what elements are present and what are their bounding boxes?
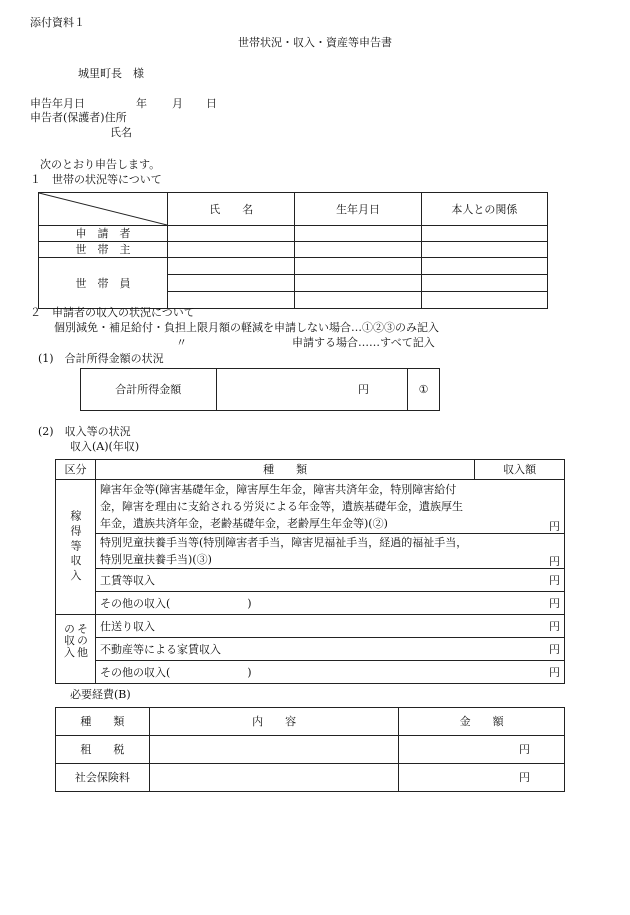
ditto-mark: 〃 [176, 336, 187, 349]
income-row-pension: 障害年金等(障害基礎年金，障害厚生年金，障害共済年金，特別障害給付金，障害を理由に支給される労災による年金等，遺族基礎年金，遺族厚生年金，遺族共済年金，老齢基礎年金，老齢厚生年金等)(②) [95, 480, 474, 534]
subsection1-heading: (1) 合計所得金額の状況 [38, 352, 164, 365]
col-name-header: 氏 名 [168, 193, 295, 226]
income-row-remittance: 仕送り収入 [95, 615, 474, 638]
section2-note1: 個別減免・補足給付・負担上限月額の軽減を申請しない場合…①②③のみ記入 [54, 321, 439, 334]
yen-unit: 円 [549, 520, 560, 533]
section2-heading: ２ 申請者の収入の状況について [30, 306, 195, 319]
category-earned [56, 480, 96, 615]
header-amount: 収入額 [475, 460, 565, 480]
income-wages-amount[interactable] [475, 569, 565, 592]
income-remittance-amount[interactable] [475, 615, 565, 638]
row-head-label: 世 帯 主 [39, 242, 168, 258]
yen-unit: 円 [549, 555, 560, 568]
total-income-label: 合計所得金額 [81, 369, 217, 411]
diagonal-header-cell [39, 193, 168, 226]
category-other [56, 615, 96, 684]
member-name-cell[interactable] [168, 275, 295, 292]
yen-unit: 円 [519, 743, 530, 756]
section1-heading: １ 世帯の状況等について [30, 173, 162, 186]
member-dob-cell[interactable] [295, 258, 421, 275]
header-type: 種 類 [95, 460, 474, 480]
attachment-label: 添付資料１ [30, 16, 85, 29]
yen-unit: 円 [549, 573, 560, 587]
expense-header-kind: 種 類 [56, 708, 150, 736]
addressee: 城里町長 様 [78, 67, 144, 80]
income-a-label: 収入(A)(年収) [70, 440, 140, 453]
member-name-cell[interactable] [168, 258, 295, 275]
head-dob-cell[interactable] [295, 242, 421, 258]
col-dob-header: 生年月日 [295, 193, 421, 226]
total-income-value-cell[interactable] [216, 369, 407, 411]
yen-unit: 円 [549, 596, 560, 610]
income-other-amount[interactable] [475, 661, 565, 684]
yen-unit: 円 [549, 642, 560, 656]
day-label: 日 [206, 97, 217, 110]
expense-social-amount[interactable] [399, 764, 565, 792]
total-income-table [80, 368, 440, 411]
household-table [38, 192, 548, 309]
date-label: 申告年月日 [30, 97, 85, 110]
income-table [55, 459, 565, 684]
expense-social-content[interactable] [149, 764, 398, 792]
col-relation-header: 本人との関係 [421, 193, 547, 226]
category-earned-text: 稼得等収入 [68, 509, 82, 585]
expense-header-amount: 金 額 [399, 708, 565, 736]
income-row-allowance: 特別児童扶養手当等(特別障害者手当，障害児福祉手当，経過的福祉手当，特別児童扶養手当)(③) [95, 534, 474, 569]
section2-note2: 申請する場合……すべて記入 [292, 336, 435, 349]
yen-unit: 円 [549, 619, 560, 633]
member-relation-cell[interactable] [421, 292, 547, 309]
row-members-label: 世 帯 員 [39, 258, 168, 309]
member-dob-cell[interactable] [295, 275, 421, 292]
expense-row-social-insurance: 社会保険料 [56, 764, 150, 792]
income-allowance-amount[interactable] [475, 534, 565, 569]
expense-tax-content[interactable] [149, 736, 398, 764]
expense-row-tax: 租 税 [56, 736, 150, 764]
income-other-earned-amount[interactable] [475, 592, 565, 615]
yen-unit: 円 [549, 665, 560, 679]
head-relation-cell[interactable] [421, 242, 547, 258]
applicant-name-cell[interactable] [168, 226, 295, 242]
head-name-cell[interactable] [168, 242, 295, 258]
subsection2-heading: (2) 収入等の状況 [38, 425, 131, 438]
member-relation-cell[interactable] [421, 275, 547, 292]
expense-tax-amount[interactable] [399, 736, 565, 764]
income-rent-amount[interactable] [475, 638, 565, 661]
expense-table [55, 707, 565, 792]
applicant-dob-cell[interactable] [295, 226, 421, 242]
income-row-other: その他の収入( ) [95, 661, 474, 684]
applicant-address-label: 申告者(保護者)住所 [30, 111, 127, 124]
expense-header-content: 内 容 [149, 708, 398, 736]
header-category: 区分 [56, 460, 96, 480]
applicant-name-label: 氏名 [110, 126, 132, 139]
income-row-wages: 工賃等収入 [95, 569, 474, 592]
year-label: 年 [136, 97, 147, 110]
income-pension-amount[interactable] [475, 480, 565, 534]
yen-unit: 円 [358, 383, 370, 396]
yen-unit: 円 [519, 771, 530, 784]
document-title: 世帯状況・収入・資産等申告書 [238, 36, 392, 49]
income-row-rent: 不動産等による家賃収入 [95, 638, 474, 661]
intro-text: 次のとおり申告します。 [40, 158, 161, 171]
applicant-relation-cell[interactable] [421, 226, 547, 242]
income-row-other-earned: その他の収入( ) [95, 592, 474, 615]
diagonal-line [39, 193, 167, 225]
category-other-text: その他の収入 [62, 622, 89, 658]
member-relation-cell[interactable] [421, 258, 547, 275]
expense-b-label: 必要経費(B) [70, 688, 131, 701]
member-dob-cell[interactable] [295, 292, 421, 309]
marker-1: ① [408, 369, 440, 411]
row-applicant-label: 申 請 者 [39, 226, 168, 242]
month-label: 月 [172, 97, 183, 110]
